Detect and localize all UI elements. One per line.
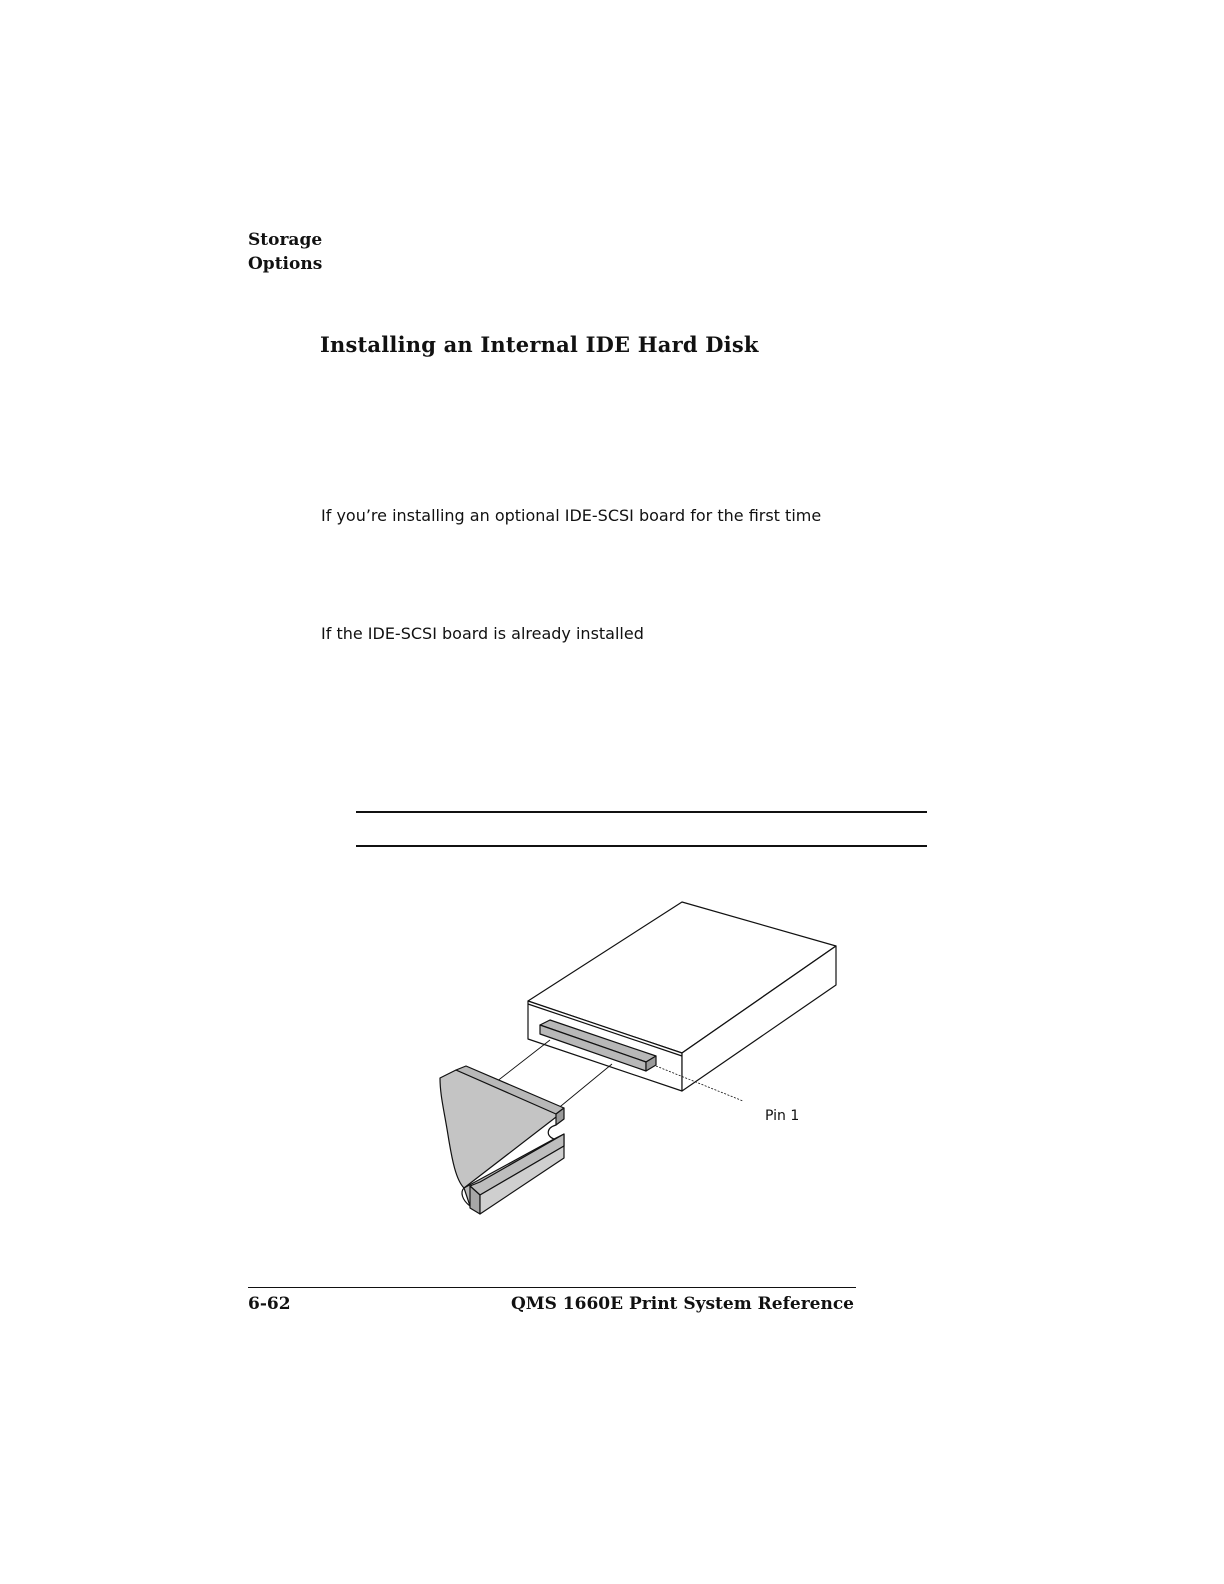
note-rule-top <box>356 811 927 813</box>
condition-first-time: If you’re installing an optional IDE-SCSI board for the first time <box>321 506 822 525</box>
footer-rule <box>248 1287 856 1288</box>
section-label-line-1: Storage <box>248 230 323 250</box>
section-label-line-2: Options <box>248 254 323 274</box>
pin-1-callout: Pin 1 <box>765 1108 800 1124</box>
note-rule-bottom <box>356 845 927 847</box>
hard-disk-illustration <box>420 890 860 1230</box>
condition-already-installed: If the IDE-SCSI board is already installed <box>321 624 644 643</box>
ribbon-cable <box>440 1066 564 1214</box>
hard-disk-drive <box>528 902 836 1091</box>
page-title: Installing an Internal IDE Hard Disk <box>320 332 759 357</box>
footer-doc-title: QMS 1660E Print System Reference <box>510 1294 854 1314</box>
section-label <box>248 228 322 276</box>
footer-page-number: 6-62 <box>248 1294 291 1314</box>
